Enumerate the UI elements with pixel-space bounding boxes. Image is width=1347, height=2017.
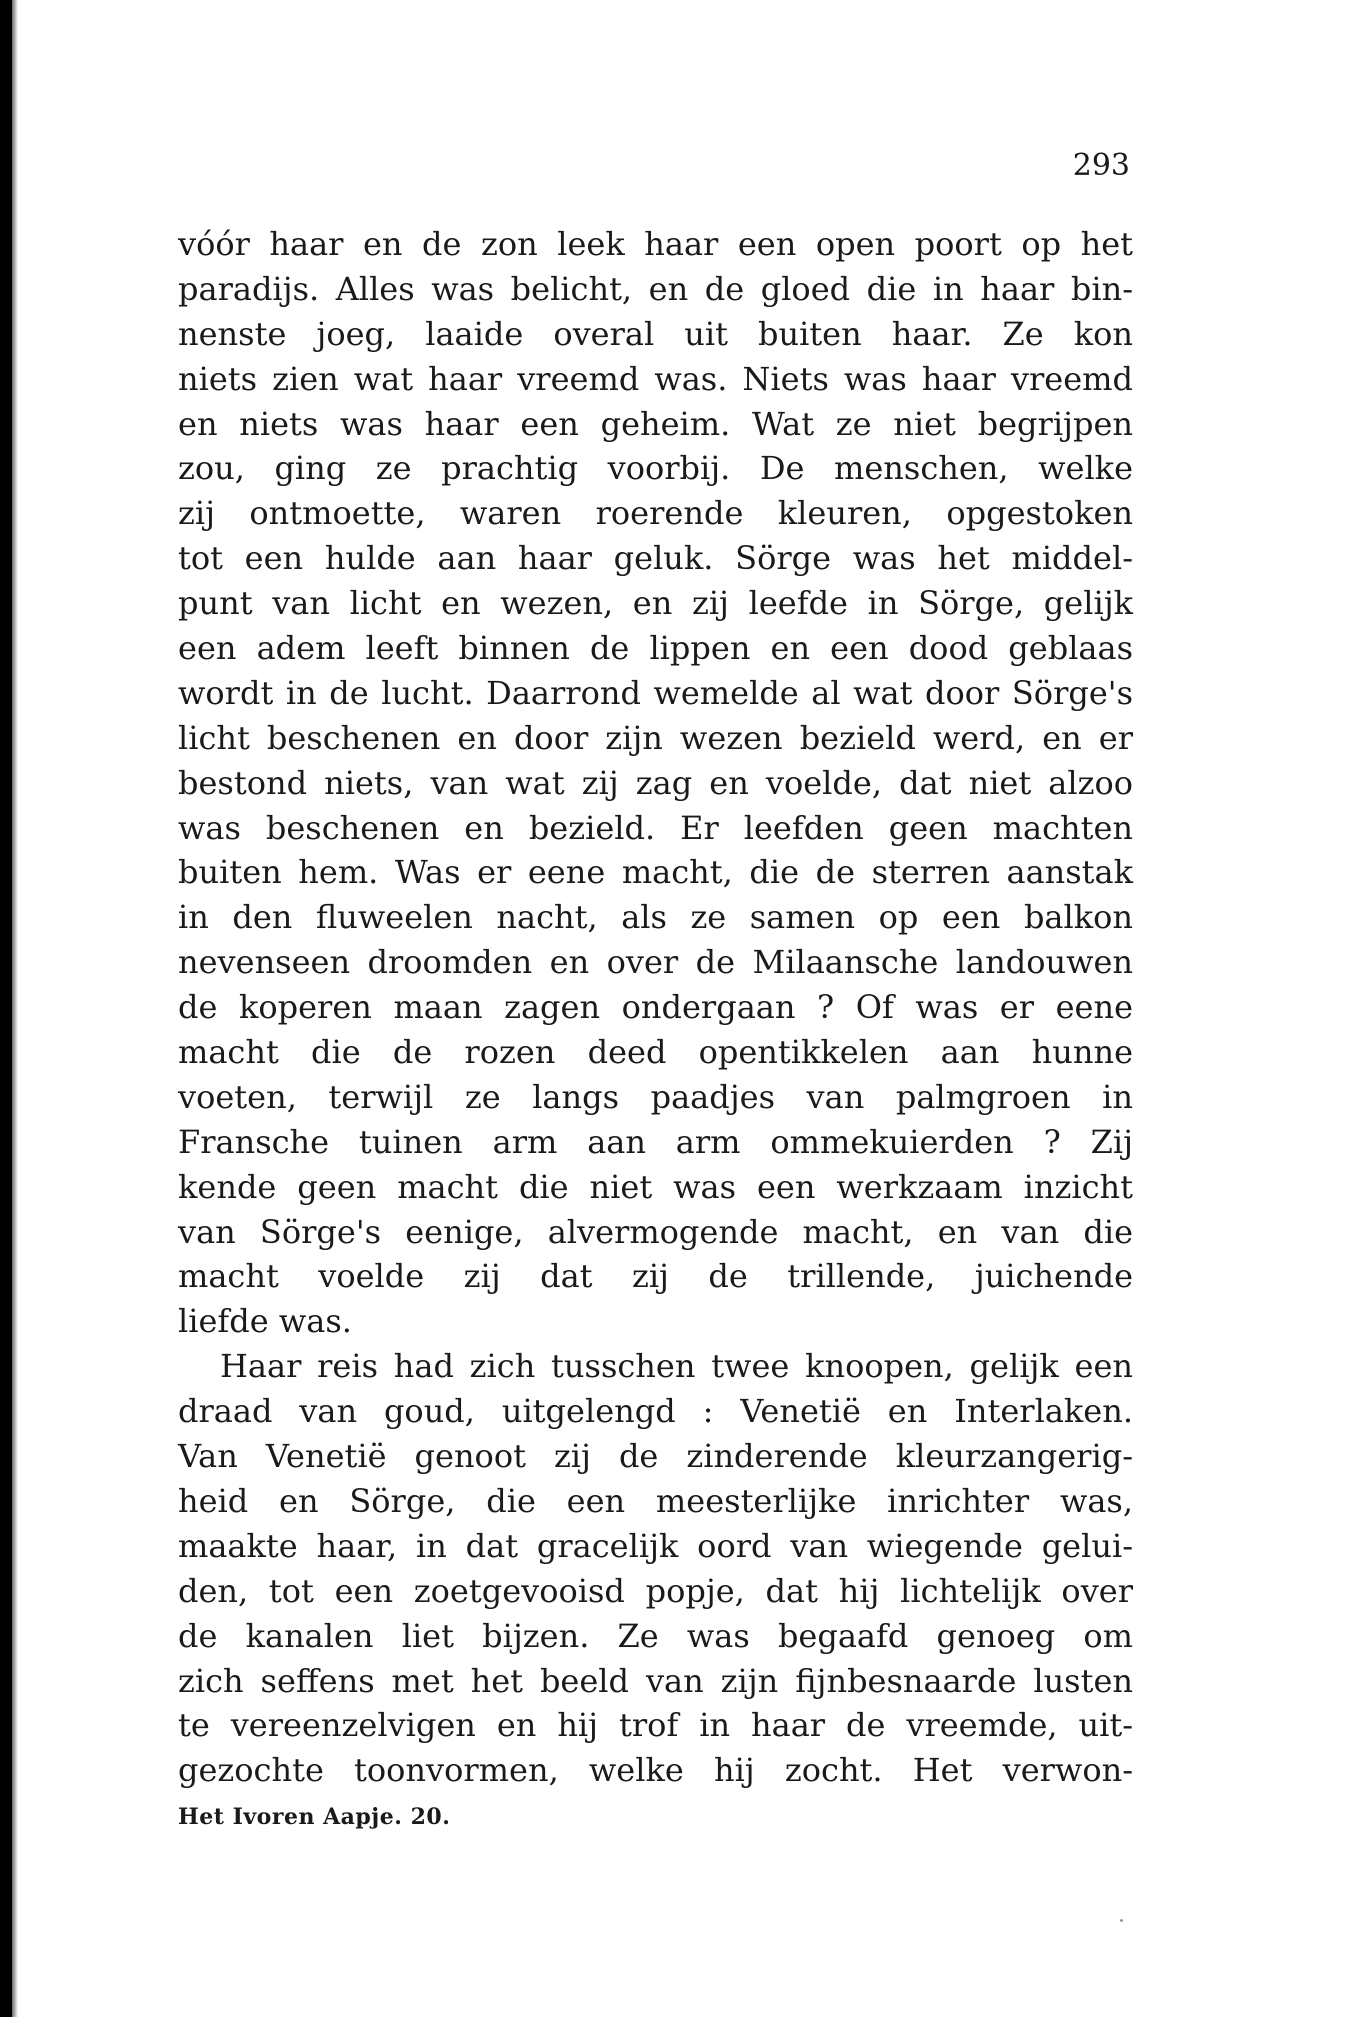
text-line: Van Venetië genoot zij de zinderende kleurzangerig- (178, 1437, 1133, 1476)
text-line: maakte haar, in dat gracelijk oord van wiegende gelui- (178, 1526, 1133, 1565)
text-line-paragraph-start: Haar reis had zich tusschen twee knoopen, gelijk een (220, 1347, 1133, 1386)
binding-shadow (12, 0, 18, 2017)
text-line-paragraph-end: liefde was. (178, 1302, 352, 1341)
paper-speck (1120, 1919, 1123, 1922)
text-line: was beschenen en bezield. Er leefden geen machten (178, 808, 1133, 847)
text-line: draad van goud, uitgelengd : Venetië en Interlaken. (178, 1392, 1133, 1431)
text-line: bestond niets, van wat zij zag en voelde, dat niet alzoo (178, 763, 1133, 802)
text-line: vóór haar en de zon leek haar een open poort op het (178, 225, 1133, 263)
text-line: niets zien wat haar vreemd was. Niets was haar vreemd (178, 359, 1133, 398)
text-line: punt van licht en wezen, en zij leefde in Sörge, gelijk (178, 584, 1133, 623)
text-line: paradijs. Alles was belicht, en de gloed die in haar bin- (178, 269, 1133, 308)
text-line: een adem leeft binnen de lippen en een dood geblaas (178, 629, 1133, 668)
text-line: gezochte toonvormen, welke hij zocht. Het verwon- (178, 1751, 1133, 1790)
binding-edge (0, 0, 12, 2017)
text-line: voeten, terwijl ze langs paadjes van palmgroen in (178, 1077, 1133, 1116)
text-line: zich seffens met het beeld van zijn fijnbesnaarde lusten (178, 1661, 1133, 1700)
text-line: licht beschenen en door zijn wezen bezield werd, en er (178, 718, 1133, 757)
body-text (178, 222, 1133, 1793)
text-line: macht voelde zij dat zij de trillende, juichende (178, 1257, 1133, 1296)
text-line: nenste joeg, laaide overal uit buiten haar. Ze kon (178, 314, 1133, 353)
text-line: buiten hem. Was er eene macht, die de sterren aanstak (178, 853, 1133, 892)
text-line: wordt in de lucht. Daarrond wemelde al wat door Sörge's (178, 673, 1133, 712)
text-line: Fransche tuinen arm aan arm ommekuierden ? Zij (178, 1122, 1133, 1161)
text-line: in den fluweelen nacht, als ze samen op een balkon (178, 898, 1133, 937)
text-line: den, tot een zoetgevooisd popje, dat hij lichtelijk over (178, 1571, 1133, 1610)
text-line: zou, ging ze prachtig voorbij. De menschen, welke (178, 449, 1133, 488)
text-line: nevenseen droomden en over de Milaansche landouwen (178, 943, 1133, 982)
page-number: 293 (1072, 148, 1130, 183)
printer-signature: Het Ivoren Aapje. 20. (178, 1804, 451, 1830)
text-line: de koperen maan zagen ondergaan ? Of was er eene (178, 988, 1133, 1027)
text-line: en niets was haar een geheim. Wat ze niet begrijpen (178, 404, 1133, 443)
text-line: heid en Sörge, die een meesterlijke inrichter was, (178, 1481, 1133, 1520)
text-line: macht die de rozen deed opentikkelen aan hunne (178, 1033, 1133, 1072)
text-line: te vereenzelvigen en hij trof in haar de vreemde, uit- (178, 1706, 1133, 1745)
text-line: kende geen macht die niet was een werkzaam inzicht (178, 1167, 1133, 1206)
text-line: tot een hulde aan haar geluk. Sörge was het middel- (178, 539, 1133, 578)
text-line: de kanalen liet bijzen. Ze was begaafd genoeg om (178, 1616, 1133, 1655)
text-line: zij ontmoette, waren roerende kleuren, opgestoken (178, 494, 1133, 533)
text-line: van Sörge's eenige, alvermogende macht, en van die (178, 1212, 1133, 1251)
